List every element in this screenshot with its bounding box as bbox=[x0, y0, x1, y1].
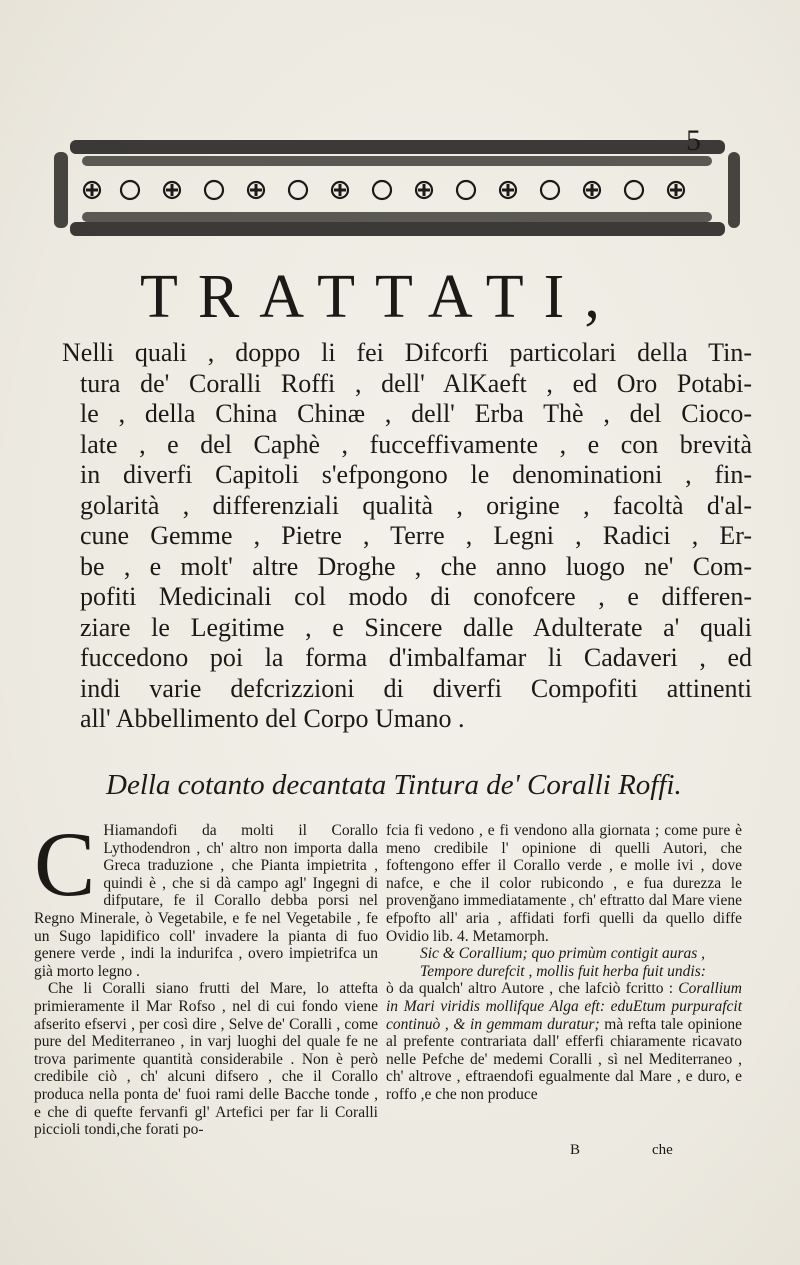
intro-line: late , e del Caphè , fucceffivamente , e con brevità bbox=[80, 429, 752, 459]
intro-line: tura de' Coralli Roffi , dell' AlKaeft , ed Oro Potabi- bbox=[80, 368, 752, 398]
right-column bbox=[386, 822, 742, 1104]
intro-line: golarità , differenziali qualità , origine , facoltà d'al- bbox=[80, 490, 752, 520]
intro-line: ziare le Legitime , e Sincere dalle Adulterate a' quali bbox=[80, 612, 752, 642]
paragraph bbox=[386, 822, 742, 945]
intro-line: indi varie defcrizzioni di diverfi Compofiti attinenti bbox=[80, 673, 752, 703]
catchword: che bbox=[652, 1142, 673, 1158]
paragraph-text: fcia fi vedono , e fi vendono alla giornata ; come pure è meno credibile l' opinione di quelli Autori, che foftengono effer il Corallo verde , e molle ivi , dove nafce, e che il color rubicondo , e fua durezza le provenğano immediatamente , ch' eftratto dal Mare viene efpofto all' aria , affidati forfi quelli da quello diffe Ovidio lib. 4. Metamorph. bbox=[386, 822, 742, 945]
intro-line: be , e molt' altre Droghe , che anno luogo ne' Com- bbox=[80, 551, 752, 581]
verse-line: Tempore durefcit , mollis fuit herba fuit undis: bbox=[420, 962, 706, 980]
intro-line: in diverfi Capitoli s'efpongono le denominationi , fin- bbox=[80, 460, 752, 489]
decorative-headpiece-ornament bbox=[52, 130, 742, 250]
page-title: TRATTATI, bbox=[140, 263, 620, 331]
intro-line: all' Abbellimento del Corpo Umano . bbox=[80, 704, 465, 733]
paragraph-text: Hiamandofi da molti il Corallo Lythodendron , ch' altro non importa dalla Greca traduzione , che Pianta impietrita , quindi è , che si dà campo agl' Ingegni di difputare, fe il Corallo debba porsi nel Regno Minerale, ò Vegetabile, e fe nel Vegetabile , fe un Sugo lapidifico coll' invadere la pianta di fuo genere verde , indi la indurifca , overo impietrifca un già morto legno . bbox=[34, 822, 378, 980]
paragraph bbox=[386, 980, 742, 1103]
paragraph-text: mà refta tale opinione al prefente contrariata dall' efferfi chiaramente ricavato nelle Pefche de' medemi Coralli , sì nel Mediterraneo , ch' altrove , eftraendofi egualmente dal Mare , e duro, e roffo ,e che non produce bbox=[386, 1015, 742, 1103]
intro-line: le , della China Chinæ , dell' Erba Thè , del Cioco- bbox=[80, 399, 752, 428]
section-heading: Della cotanto decantata Tintura de' Coralli Roffi. bbox=[106, 769, 682, 801]
paragraph-text: ò da qualch' altro Autore , che lafciò fcritto : bbox=[386, 980, 674, 998]
paragraph bbox=[34, 813, 378, 980]
intro-line: fuccedono poi la forma d'imbalfamar li Cadaveri , ed bbox=[80, 643, 752, 672]
left-column bbox=[34, 813, 378, 1139]
intro-line: cune Gemme , Pietre , Terre , Legni , Radici , Er- bbox=[80, 521, 752, 550]
intro-line: Nelli quali , doppo li fei Difcorfi particolari della Tin- bbox=[62, 338, 752, 367]
verse-line: Sic & Corallium; quo primùm contigit auras , bbox=[420, 945, 706, 963]
paragraph-text: Che li Coralli siano frutti del Mare, lo attefta primieramente il Mar Rofso , nel di cui fondo viene afserito efservi , per così dire , Selve de' Coralli , come pure del Mediterraneo , in varj luoghi del quale fe ne trova parimente quantità considerabile . Non è però credibile ciò , ch' alcuni difsero , che il Corallo produca nella ponta de' fuoi rami delle Bacche tonde , e che di quefte fervanfi gl' Artefici per far li Coralli piccioli tondi,che forati po- bbox=[34, 980, 378, 1139]
intro-line: pofiti Medicinali col modo di conofcere , e differen- bbox=[80, 582, 752, 611]
latin-quote: Corallium in Mari viridis mollifque Alga eft: eduEtum purpurafcit continuò , & in gemmam duratur; bbox=[386, 980, 742, 1033]
signature-mark: B bbox=[570, 1142, 581, 1158]
drop-cap: C bbox=[34, 813, 96, 915]
paragraph bbox=[34, 980, 378, 1138]
introductory-paragraph bbox=[62, 338, 752, 735]
